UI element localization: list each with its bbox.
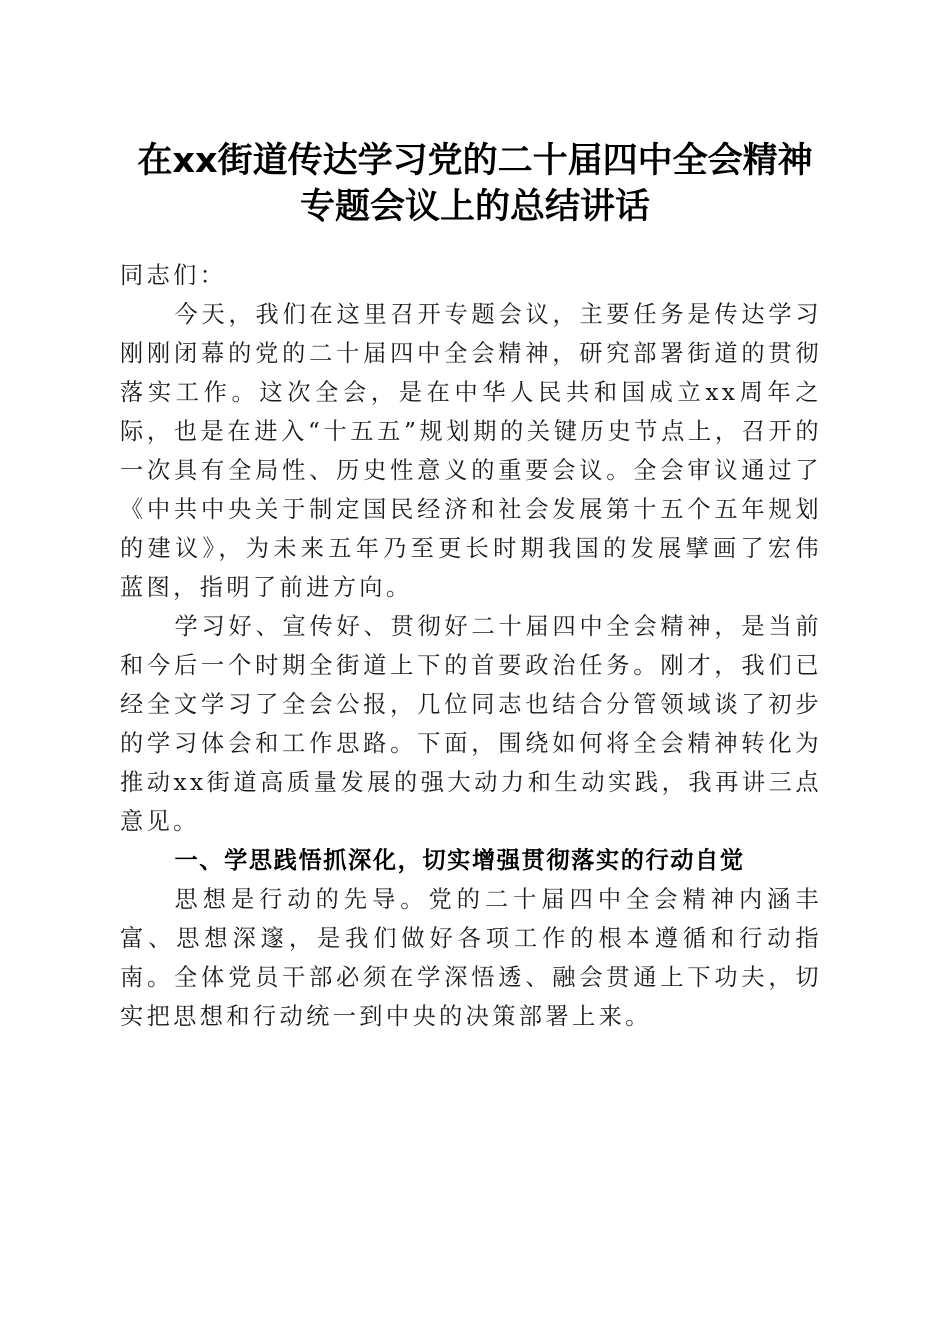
title-line-2: 专题会议上的总结讲话 bbox=[299, 187, 650, 227]
section-1-paragraph: 思想是行动的先导。党的二十届四中全会精神内涵丰富、思想深邃，是我们做好各项工作的根本遵循和行动指南。全体党员干部必须在学深悟透、融会贯通上下功夫，切实把思想和行动统一到中央的决策部署上来。 bbox=[120, 886, 822, 1030]
document-title bbox=[100, 138, 850, 230]
document-body bbox=[120, 256, 822, 1036]
paragraph-1: 今天，我们在这里召开专题会议，主要任务是传达学习刚刚闭幕的党的二十届四中全会精神，研究部署街道的贯彻落实工作。这次全会，是在中华人民共和国成立xx周年之际，也是在进入“十五五”规划期的关键历史节点上，召开的一次具有全局性、历史性意义的重要会议。全会审议通过了《中共中央关于制定国民经济和社会发展第十五个五年规划的建议》，为未来五年乃至更长时期我国的发展擘画了宏伟蓝图，指明了前进方向。 bbox=[120, 301, 822, 601]
section-heading-1: 一、学思践悟抓深化，切实增强贯彻落实的行动自觉 bbox=[174, 847, 745, 874]
title-line-1: 在xx街道传达学习党的二十届四中全会精神 bbox=[137, 141, 813, 181]
paragraph-2: 学习好、宣传好、贯彻好二十届四中全会精神，是当前和今后一个时期全街道上下的首要政治任务。刚才，我们已经全文学习了全会公报，几位同志也结合分管领域谈了初步的学习体会和工作思路。下面，围绕如何将全会精神转化为推动xx街道高质量发展的强大动力和生动实践，我再讲三点意见。 bbox=[120, 613, 822, 835]
salutation: 同志们： bbox=[120, 262, 227, 289]
